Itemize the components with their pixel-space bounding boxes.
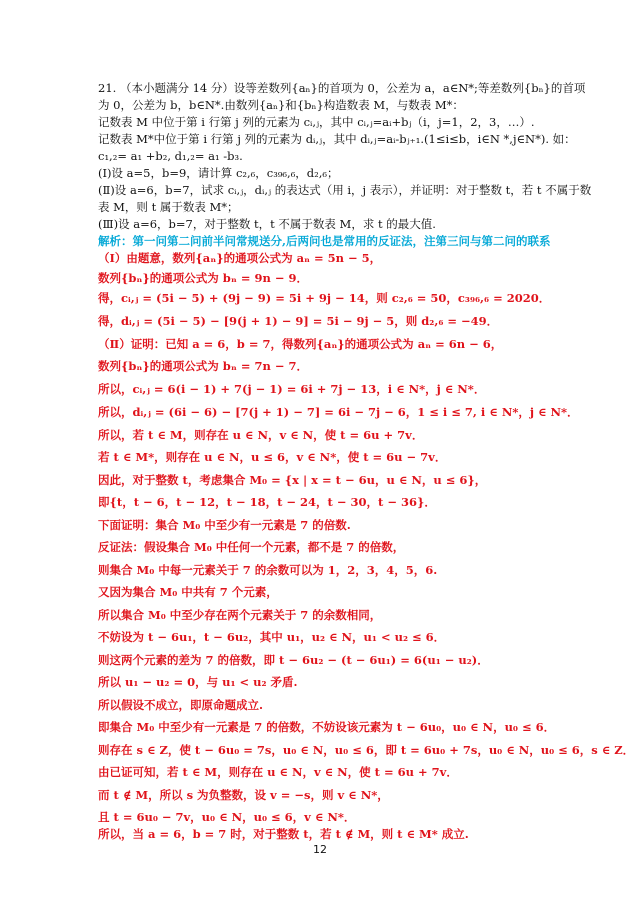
problem-line: (Ⅲ)设 a=6，b=7，对于整数 t，t 不属于数表 M，求 t 的最大值. — [98, 217, 436, 231]
solution-line: 而 t ∉ M，所以 s 为负整数，设 v = −s，则 v ∈ N*， — [98, 788, 389, 802]
problem-line: (Ⅱ)设 a=6，b=7，试求 cᵢ,ⱼ，dᵢ,ⱼ 的表达式（用 i，j 表示），并证明：对于整数 t，若 t 不属于数 — [98, 183, 592, 197]
problem-line: 记数表 M*中位于第 i 行第 j 列的元素为 dᵢ,ⱼ，其中 dᵢ,ⱼ=aᵢ-bⱼ₊₁.(1≤i≤b，i∈N *,j∈N*). 如： — [98, 132, 576, 146]
solution-line: 数列{bₙ}的通项公式为 bₙ = 7n − 7． — [98, 359, 308, 373]
solution-line: 由已证可知，若 t ∈ M，则存在 u ∈ N，v ∈ N，使 t = 6u + 7v． — [98, 765, 458, 779]
solution-line: 因此，对于整数 t，考虑集合 M₀ = {x | x = t − 6u，u ∈ N，u ≤ 6}， — [98, 473, 487, 487]
solution-line: 所以，若 t ∈ M，则存在 u ∈ N，v ∈ N，使 t = 6u + 7v． — [98, 428, 424, 442]
solution-line: 下面证明：集合 M₀ 中至少有一元素是 7 的倍数. — [98, 518, 351, 532]
solution-line: 所以假设不成立，即原命题成立. — [98, 698, 264, 712]
solution-conclusion: 所以，当 a = 6，b = 7 时，对于整数 t，若 t ∉ M，则 t ∈ M* 成立. — [98, 827, 469, 841]
problem-line: c₁,₂= a₁ +b₂, d₁,₂= a₁ -b₃. — [98, 149, 243, 163]
solution-line: 所以集合 M₀ 中至少存在两个元素关于 7 的余数相同， — [98, 608, 382, 622]
problem-line: 表 M，则 t 属于数表 M*； — [98, 200, 239, 214]
solution-part-1-heading: （Ⅰ）由题意，数列{aₙ}的通项公式为 aₙ = 5n − 5， — [98, 251, 382, 265]
solution-line: 若 t ∈ M*，则存在 u ∈ N，u ≤ 6，v ∈ N*，使 t = 6u − 7v． — [98, 450, 447, 464]
solution-part-2-heading: （Ⅱ）证明：已知 a = 6，b = 7，得数列{aₙ}的通项公式为 aₙ = 6n − 6， — [98, 337, 503, 351]
solution-line: 则这两个元素的差为 7 的倍数，即 t − 6u₂ − (t − 6u₁) = 6(u₁ − u₂)． — [98, 653, 489, 667]
solution-line: 所以，cᵢ,ⱼ = 6(i − 1) + 7(j − 1) = 6i + 7j − 13，i ∈ N*，j ∈ N*． — [98, 382, 486, 396]
solution-line: 所以 u₁ − u₂ = 0，与 u₁ < u₂ 矛盾. — [98, 675, 298, 689]
problem-line: (Ⅰ)设 a=5，b=9，请计算 c₂,₆，c₃₉₆,₆，d₂,₆； — [98, 166, 339, 180]
solution-line: 则存在 s ∈ Z，使 t − 6u₀ = 7s，u₀ ∈ N，u₀ ≤ 6，即 t = 6u₀ + 7s，u₀ ∈ N，u₀ ≤ 6，s ∈ Z． — [98, 743, 635, 757]
solution-line: 且 t = 6u₀ − 7v，u₀ ∈ N，u₀ ≤ 6，v ∈ N*． — [98, 810, 356, 824]
analysis-note: 解析：第一问第二问前半问常规送分,后两问也是常用的反证法，注第三问与第二问的联系 — [98, 234, 551, 248]
page-number: 12 — [313, 843, 327, 856]
solution-line: 所以，dᵢ,ⱼ = (6i − 6) − [7(j + 1) − 7] = 6i − 7j − 6，1 ≤ i ≤ 7, i ∈ N*，j ∈ N*． — [98, 405, 579, 419]
solution-line: 反证法：假设集合 M₀ 中任何一个元素，都不是 7 的倍数， — [98, 540, 405, 554]
solution-line: 数列{bₙ}的通项公式为 bₙ = 9n − 9． — [98, 271, 308, 285]
problem-line: 记数表 M 中位于第 i 行第 j 列的元素为 cᵢ,ⱼ，其中 cᵢ,ⱼ=aᵢ+bⱼ（i，j=1，2，3，…）. — [98, 115, 535, 129]
solution-line: 即集合 M₀ 中至少有一元素是 7 的倍数，不妨设该元素为 t − 6u₀，u₀ ∈ N，u₀ ≤ 6． — [98, 720, 556, 734]
solution-line: 则集合 M₀ 中每一元素关于 7 的余数可以为 1，2，3，4，5，6. — [98, 563, 438, 577]
solution-line: 得，dᵢ,ⱼ = (5i − 5) − [9(j + 1) − 9] = 5i − 9j − 5，则 d₂,₆ = −49． — [98, 314, 499, 328]
solution-line: 即{t，t − 6，t − 12，t − 18，t − 24，t − 30，t − 36}． — [98, 495, 436, 509]
problem-line: 为 0，公差为 b，b∈N*.由数列{aₙ}和{bₙ}构造数表 M，与数表 M*： — [98, 98, 464, 112]
solution-line: 得，cᵢ,ⱼ = (5i − 5) + (9j − 9) = 5i + 9j − 14，则 c₂,₆ = 50，c₃₉₆,₆ = 2020． — [98, 291, 551, 305]
solution-line: 又因为集合 M₀ 中共有 7 个元素， — [98, 585, 278, 599]
solution-line: 不妨设为 t − 6u₁，t − 6u₂，其中 u₁，u₂ ∈ N，u₁ < u₂ ≤ 6． — [98, 630, 446, 644]
problem-line: 21. （本小题满分 14 分）设等差数列{aₙ}的首项为 0，公差为 a，a∈N*;等差数列{bₙ}的首项 — [98, 81, 586, 95]
